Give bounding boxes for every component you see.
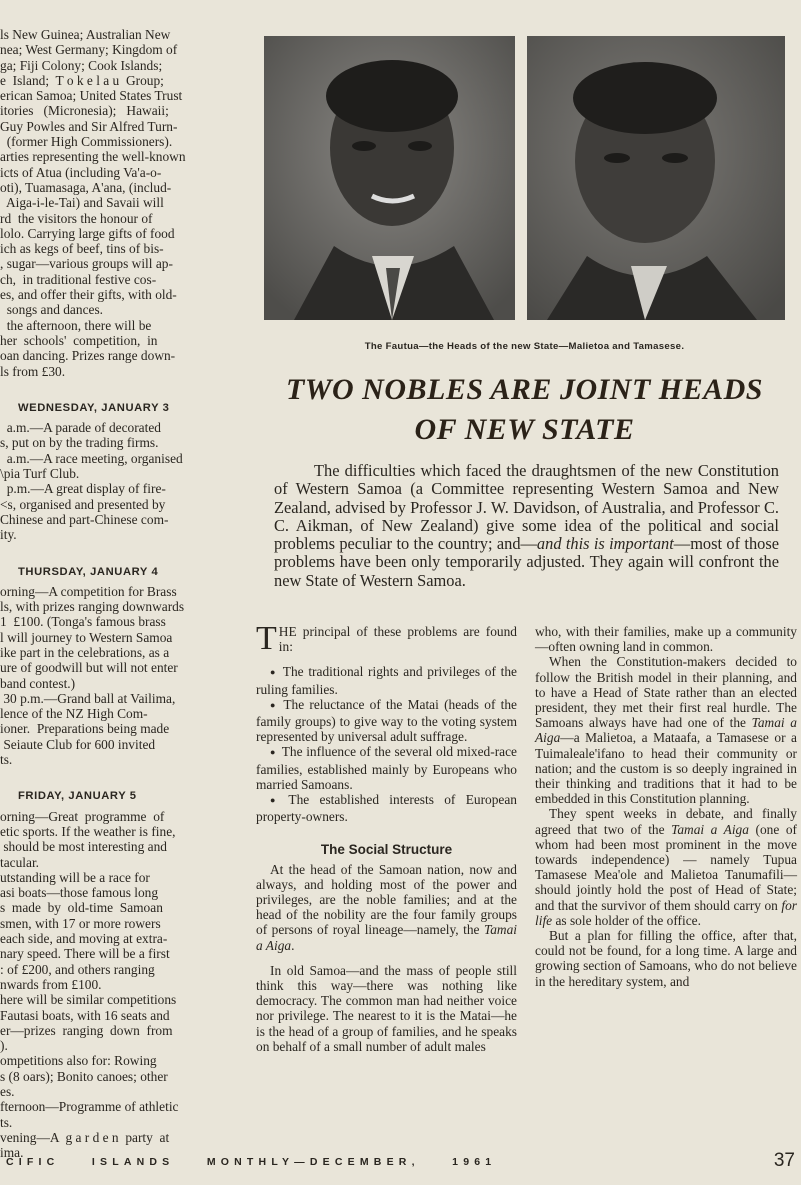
left-column-line: ls New Guinea; Australian New <box>0 27 171 42</box>
bullet-icon <box>270 744 282 759</box>
left-column-line: ls, with prizes ranging downwards <box>0 599 185 615</box>
left-column-line: Fautasi boats, with 16 seats and <box>0 1007 170 1023</box>
left-column-line: rd the visitors the honour of <box>0 210 153 226</box>
bullet-icon <box>270 697 283 712</box>
article-headline <box>248 370 801 450</box>
left-column-line: p.m.—A great display of fire- <box>0 481 166 497</box>
left-column-line: Guy Powles and Sir Alfred Turn- <box>0 118 178 134</box>
left-column-line: 1 £100. (Tonga's famous brass <box>0 614 166 630</box>
left-column-line: here will be similar competitions <box>0 992 177 1008</box>
left-column-line: e Island; T o k e l a u Group; <box>0 72 164 88</box>
bullet-text: The influence of the several old mixed-race families, established mainly by Europeans who married Samoans. <box>256 744 517 792</box>
left-column-line: each side, and moving at extra- <box>0 931 168 947</box>
left-column-line: ich as kegs of beef, tins of bis- <box>0 241 164 257</box>
left-column-line: orning—A competition for Brass <box>0 583 177 599</box>
day-heading-wednesday: WEDNESDAY, JANUARY 3 <box>18 401 170 414</box>
left-column-line: oti), Tuamasaga, A'ana, (includ- <box>0 179 172 195</box>
left-column-line: er—prizes ranging down from <box>0 1022 173 1038</box>
left-column-line: ure of goodwill but will not enter <box>0 660 178 676</box>
intro-paragraph <box>256 620 517 657</box>
left-column-line: (former High Commissioners). <box>0 134 173 150</box>
bullet-text: The traditional rights and privileges of the ruling families. <box>256 664 518 697</box>
thursday-events <box>0 584 233 768</box>
left-column-line: nwards from £100. <box>0 976 102 992</box>
left-column-line: es. <box>0 1084 15 1099</box>
article-column-1 <box>256 620 518 1054</box>
body-paragraph: But a plan for filling the office, after that, could not be found, for a long time. A large and growing section of Samoans, who do not believe in the hereditary system, and <box>535 928 797 989</box>
left-column-line: Aiga-i-le-Tai) and Savaii will <box>0 195 164 211</box>
lede-text-1: The difficulties which faced the draughtsmen of the new Constitution of Western Samoa (a Committee representing Western Samoa and New Zealand, advised by Professor J. W. Davidson, of Australia, and Professor C. C. Aikman, of New Zealand) give some idea of the political and social problems peculiar to the country; and— <box>274 461 779 554</box>
left-column-line: etic sports. If the weather is fine, <box>0 823 176 839</box>
bullet-item <box>256 792 517 824</box>
para-italic: for life <box>535 897 797 928</box>
page-footer <box>0 1150 801 1174</box>
body-paragraph <box>535 654 797 806</box>
photo-caption: The Fautua—the Heads of the new State—Malietoa and Tamasese. <box>364 341 685 352</box>
para-text: At the head of the Samoan nation, now and always, and holding most of the power and privileges, are the noble families; and at the head of the nobility are the four family groups of persons of royal lineage—namely, the <box>256 861 517 938</box>
bullet-text: The reluctance of the Matai (heads of the family groups) to give way to the voting system represented by universal adult suffrage. <box>256 696 518 745</box>
bullet-icon <box>270 792 288 807</box>
article-column-2 <box>535 624 797 989</box>
left-column-line: asi boats—those famous long <box>0 885 159 901</box>
para-text: as sole holder of the office. <box>552 912 701 928</box>
left-column-line: orning—Great programme of <box>0 808 165 824</box>
body-paragraph: who, with their families, make up a community—often owning land in common. <box>535 624 797 655</box>
lede-italic: and this is important <box>536 534 674 554</box>
left-column-line: ity. <box>0 527 17 543</box>
bullet-item <box>256 697 517 745</box>
left-column-line: es, and offer their gifts, with old- <box>0 287 177 303</box>
left-column-line: a.m.—A race meeting, organised <box>0 450 183 466</box>
day-heading-friday: FRIDAY, JANUARY 5 <box>18 790 137 803</box>
left-column-line: Chinese and part-Chinese com- <box>0 511 169 527</box>
left-column-line: 30 p.m.—Grand ball at Vailima, <box>0 690 176 706</box>
para-text: When the Constitution-makers decided to follow the British model in their planning, and to have a Head of State rather than an elected president, they met their first real hurdle. The Samoans always have had one of the <box>535 654 797 731</box>
wednesday-events <box>0 420 233 542</box>
bullet-text: The established interests of European property-owners. <box>256 792 517 825</box>
left-column-line: ts. <box>0 752 13 768</box>
body-paragraph <box>256 862 517 953</box>
left-column-line: erican Samoa; United States Trust <box>0 88 183 104</box>
para-italic: Tamai a Aiga <box>535 715 797 746</box>
left-column-line: smen, with 17 or more rowers <box>0 915 161 931</box>
left-column-line: should be most interesting and <box>0 839 167 855</box>
left-column-line: fternoon—Programme of athletic <box>0 1099 179 1115</box>
para-italic: Tamai a Aiga <box>256 922 517 953</box>
left-column-line: ompetitions also for: Rowing <box>0 1053 157 1069</box>
subheading-social-structure: The Social Structure <box>320 842 453 858</box>
left-column-line: utstanding will be a race for <box>0 869 150 885</box>
left-column-line: ). <box>0 1038 8 1054</box>
left-column-line: itories (Micronesia); Hawaii; <box>0 103 169 119</box>
left-column-line: <s, organised and presented by <box>0 496 166 512</box>
left-column-line: : of £200, and others ranging <box>0 961 155 977</box>
left-column-line: oan dancing. Prizes range down- <box>0 348 176 364</box>
drop-cap: T <box>256 620 277 657</box>
bullet-icon <box>270 664 283 679</box>
day-heading-thursday: THURSDAY, JANUARY 4 <box>18 565 159 578</box>
headline-line-1: TWO NOBLES ARE JOINT HEADS <box>286 373 763 406</box>
left-column-line: songs and dances. <box>0 302 104 318</box>
intro-text: HE principal of these problems are found in: <box>278 624 517 655</box>
left-column-line: Seiaute Club for 600 invited <box>0 736 156 752</box>
left-column-line: lence of the NZ High Com- <box>0 706 148 722</box>
left-column-line: ga; Fiji Colony; Cook Islands; <box>0 57 163 73</box>
left-column-continued-text <box>0 27 233 1160</box>
left-column-line: nary speed. There will be a first <box>0 946 170 962</box>
left-column-line: ima. <box>0 1145 24 1161</box>
left-column-line: tacular. <box>0 854 40 870</box>
left-column-line: icts of Atua (including Va'a-o- <box>0 164 162 180</box>
left-column-line: vening—A g a r d e n party at <box>0 1129 170 1145</box>
left-column-line: lolo. Carrying large gifts of food <box>0 225 175 241</box>
left-column-line: ike part in the celebrations, as a <box>0 644 170 660</box>
portrait-photo-malietoa <box>264 36 515 320</box>
lede-text-2: —most of those problems have been only temporarily adjusted. They again will confront the new State of Western Samoa. <box>274 534 779 590</box>
article-lede <box>274 462 779 590</box>
left-column-line: ls from £30. <box>0 363 66 379</box>
para-text: . <box>291 937 295 953</box>
para-text: —a Malietoa, a Mataafa, a Tamasese or a Tuimaleale'ifano to head their community or nation; and the custom is so deeply ingrained in their thinking and traditions that it had to be embedded in this Constitution planning. <box>535 730 797 807</box>
footer-publication-line: CIFIC ISLANDS MONTHLY—DECEMBER, 1961 <box>6 1156 497 1168</box>
bullet-item <box>256 664 517 696</box>
body-paragraph: In old Samoa—and the mass of people still think this way—there was nothing like democracy. The common man had neither voice nor privilege. The nearest to it is the Matai—he is the head of a group of families, and he speaks on behalf of a small number of adult males <box>256 962 517 1054</box>
left-column-line: ts. <box>0 1114 13 1130</box>
left-column-line: l will journey to Western Samoa <box>0 629 173 645</box>
left-column-line: a.m.—A parade of decorated <box>0 420 161 436</box>
friday-events <box>0 809 233 1161</box>
left-column-line: arties representing the well-known <box>0 149 186 165</box>
body-paragraph <box>535 806 797 928</box>
left-column-line: her schools' competition, in <box>0 332 158 348</box>
left-column-line: s made by old-time Samoan <box>0 900 163 916</box>
bullet-item <box>256 744 517 792</box>
left-column-line: s, put on by the trading firms. <box>0 435 159 451</box>
left-column-line: band contest.) <box>0 675 76 691</box>
left-column-line: \pia Turf Club. <box>0 466 80 482</box>
para-text: (one of whom had been most prominent in the move towards independence) — namely Tupua Tamasese Mea'ole and Malietoa Tanumafili—should jointly hold the post of Head of State; and that the survivor of them should carry on <box>535 821 797 913</box>
page-number: 37 <box>773 1150 795 1171</box>
programme-intro <box>0 27 233 379</box>
left-column-line: ioner. Preparations being made <box>0 721 170 737</box>
portrait-photo-tamasese <box>527 36 785 320</box>
para-italic: Tamai a Aiga <box>671 821 749 837</box>
left-column-line: the afternoon, there will be <box>0 317 152 333</box>
para-text: They spent weeks in debate, and finally agreed that two of the <box>535 806 797 837</box>
left-column-line: nea; West Germany; Kingdom of <box>0 42 178 58</box>
headline-line-2: OF NEW STATE <box>414 413 635 446</box>
left-column-line: , sugar—various groups will ap- <box>0 256 173 272</box>
left-column-line: s (8 oars); Bonito canoes; other <box>0 1068 168 1084</box>
left-column-line: ch, in traditional festive cos- <box>0 271 157 287</box>
